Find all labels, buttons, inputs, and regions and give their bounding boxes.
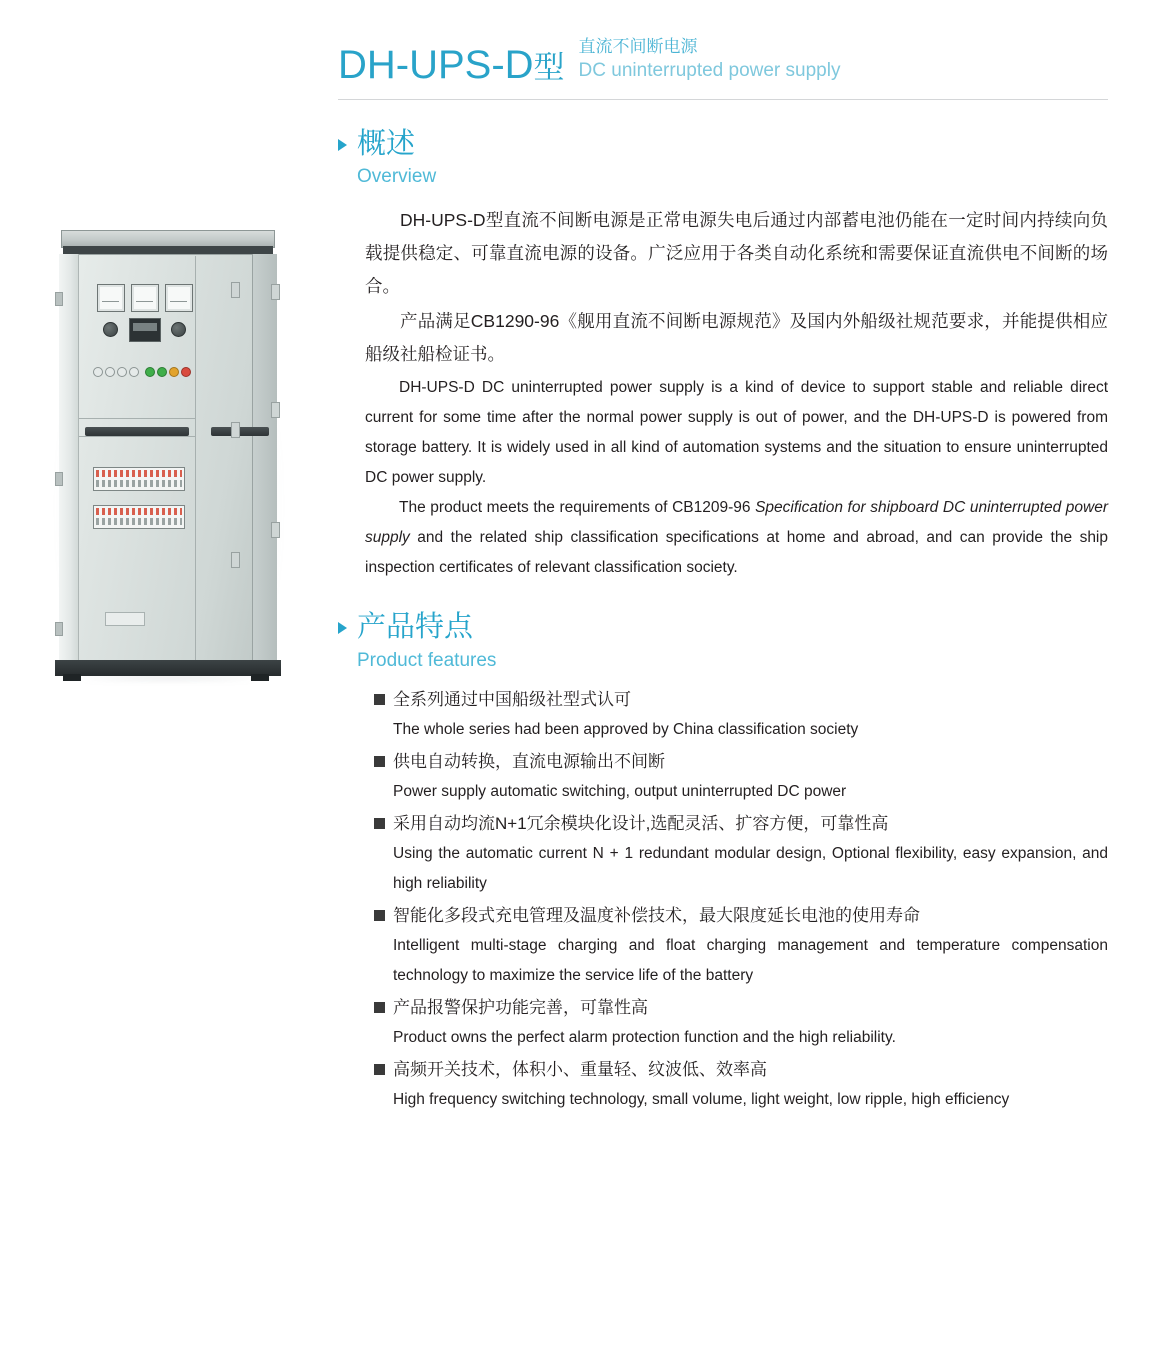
breaker-label-row [96, 480, 182, 487]
cabinet-door-split [195, 256, 196, 664]
overview-paragraph-cn: DH-UPS-D型直流不间断电源是正常电源失电后通过内部蓄电池仍能在一定时间内持续向负载提供稳定、可靠直流电源的设备。广泛应用于各类自动化系统和需要保证直流供电不间断的场合。 [365, 210, 1108, 297]
square-bullet-icon [374, 1002, 385, 1013]
feature-text-en: High frequency switching technology, small volume, light weight, low ripple, high efficiency [393, 1091, 1010, 1109]
display-screen [133, 323, 157, 331]
indicator-led-green [157, 367, 167, 377]
door-latch [231, 552, 240, 568]
panel-meter-voltage [97, 284, 125, 312]
digital-display [129, 318, 161, 342]
square-bullet-icon [374, 910, 385, 921]
feature-cn-line [374, 993, 1108, 1023]
breaker-bank-upper [93, 467, 185, 491]
feature-cn-line [374, 901, 1108, 931]
breaker-bank-lower [93, 505, 185, 529]
cabinet-foot-right [251, 674, 269, 681]
panel-meter-frequency [165, 284, 193, 312]
panel-divider [79, 418, 195, 419]
title-line [338, 36, 1108, 85]
overview-en2-pre: The product meets the requirements of CB1209-96 [399, 499, 756, 517]
selector-knob-right [171, 322, 186, 337]
square-bullet-icon [374, 756, 385, 767]
breaker-label-row [96, 518, 182, 525]
cabinet-base [55, 660, 281, 676]
indicator-led [129, 367, 139, 377]
model-suffix: 型 [533, 49, 565, 85]
subtitle-cn: 直流不间断电源 [578, 37, 698, 56]
triangle-right-icon [338, 622, 347, 634]
list-item [374, 685, 1108, 745]
feature-cn-line [374, 809, 1108, 839]
feature-cn-line [374, 1055, 1108, 1085]
overview-en2-post: and the related ship classification specifications at home and abroad, and can provide the ship inspection certificates of relevant classification society. [365, 529, 1108, 577]
indicator-led-red [181, 367, 191, 377]
standard-title-italic: Specification for shipboard DC uninterrupted power supply [365, 499, 1109, 547]
door-hinge [55, 622, 63, 636]
feature-text-cn: 采用自动均流N+1冗余模块化设计,选配灵活、扩容方便，可靠性高 [393, 814, 889, 834]
section-title-cn: 产品特点 [357, 611, 474, 644]
indicator-led [105, 367, 115, 377]
list-item [374, 901, 1108, 991]
meter-dial [170, 290, 187, 302]
door-latch [231, 282, 240, 298]
subtitle-en: DC uninterrupted power supply [578, 59, 841, 81]
overview-paragraph-cn: 产品满足CB1290-96《舰用直流不间断电源规范》及国内外船级社规范要求，并能提供相应船级社船检证书。 [365, 311, 1108, 365]
feature-cn-line [374, 747, 1108, 777]
breaker-switch-row [96, 508, 182, 515]
overview-paragraph-en: DH-UPS-D DC uninterrupted power supply is a kind of device to support stable and reliable direct current for some time after the normal power supply is out of power, and the DH-UPS-D is powered from storage battery. It is widely used in all kind of automation systems and the situation to ensure uninterrupted DC power supply. [365, 379, 1108, 487]
door-hinge [55, 472, 63, 486]
door-latch [231, 422, 240, 438]
triangle-right-icon [338, 139, 347, 151]
cabinet-handle-left [85, 427, 189, 436]
door-hinge [55, 292, 63, 306]
list-item [374, 809, 1108, 899]
side-latch [271, 522, 280, 538]
section-overview [338, 126, 1108, 583]
section-overview-header [338, 126, 1108, 190]
product-image [40, 222, 290, 692]
feature-text-en: Power supply automatic switching, output uninterrupted DC power [393, 783, 847, 801]
section-title-en: Product features [357, 649, 497, 671]
overview-body [365, 204, 1108, 583]
square-bullet-icon [374, 818, 385, 829]
feature-text-en: The whole series had been approved by China classification society [393, 721, 859, 739]
feature-list [374, 685, 1108, 1115]
title-subtitle-group [579, 36, 841, 85]
feature-cn-line [374, 685, 1108, 715]
indicator-led [117, 367, 127, 377]
section-title-cn: 概述 [357, 127, 416, 160]
list-item [374, 747, 1108, 807]
square-bullet-icon [374, 694, 385, 705]
feature-text-en: Product owns the perfect alarm protection function and the high reliability. [393, 1029, 896, 1047]
feature-text-en: Intelligent multi-stage charging and float charging management and temperature compensation technology to maximize the service life of the battery [393, 937, 1108, 985]
breaker-switch-row [96, 470, 182, 477]
indicator-led-amber [169, 367, 179, 377]
indicator-led-green [145, 367, 155, 377]
cabinet-handle-right [211, 427, 269, 436]
cabinet-foot-left [63, 674, 81, 681]
cabinet-left-edge [59, 254, 79, 666]
indicator-led [93, 367, 103, 377]
cabinet-body [59, 254, 277, 666]
section-overview-titles [357, 126, 436, 190]
feature-text-cn: 高频开关技术，体积小、重量轻、纹波低、效率高 [393, 1060, 767, 1080]
list-item [374, 993, 1108, 1053]
list-item [374, 1055, 1108, 1115]
content-column [338, 0, 1108, 1117]
square-bullet-icon [374, 1064, 385, 1075]
section-title-en: Overview [357, 166, 437, 188]
section-features-titles [357, 609, 496, 673]
panel-meter-current [131, 284, 159, 312]
feature-text-en: Using the automatic current N + 1 redundant modular design, Optional flexibility, easy expansion, and high reliability [393, 845, 1108, 893]
feature-text-cn: 产品报警保护功能完善，可靠性高 [393, 998, 648, 1018]
page-title-block [338, 0, 1108, 100]
side-latch [271, 284, 280, 300]
selector-knob-left [103, 322, 118, 337]
ups-cabinet-illustration [45, 222, 285, 677]
page-title [338, 42, 565, 87]
feature-text-cn: 供电自动转换，直流电源输出不间断 [393, 752, 665, 772]
overview-paragraph-en-standard [365, 493, 1108, 583]
side-latch [271, 402, 280, 418]
feature-text-cn: 智能化多段式充电管理及温度补偿技术，最大限度延长电池的使用寿命 [393, 906, 920, 926]
meter-dial [136, 290, 153, 302]
cabinet-right-panel [252, 254, 277, 666]
indicator-led-row [93, 367, 189, 377]
model-code: DH-UPS-D [338, 42, 534, 87]
section-product-features [338, 609, 1108, 1115]
panel-divider [79, 436, 195, 437]
feature-text-cn: 全系列通过中国船级社型式认可 [393, 690, 631, 710]
meter-dial [102, 290, 119, 302]
section-features-header [338, 609, 1108, 673]
nameplate [105, 612, 145, 626]
